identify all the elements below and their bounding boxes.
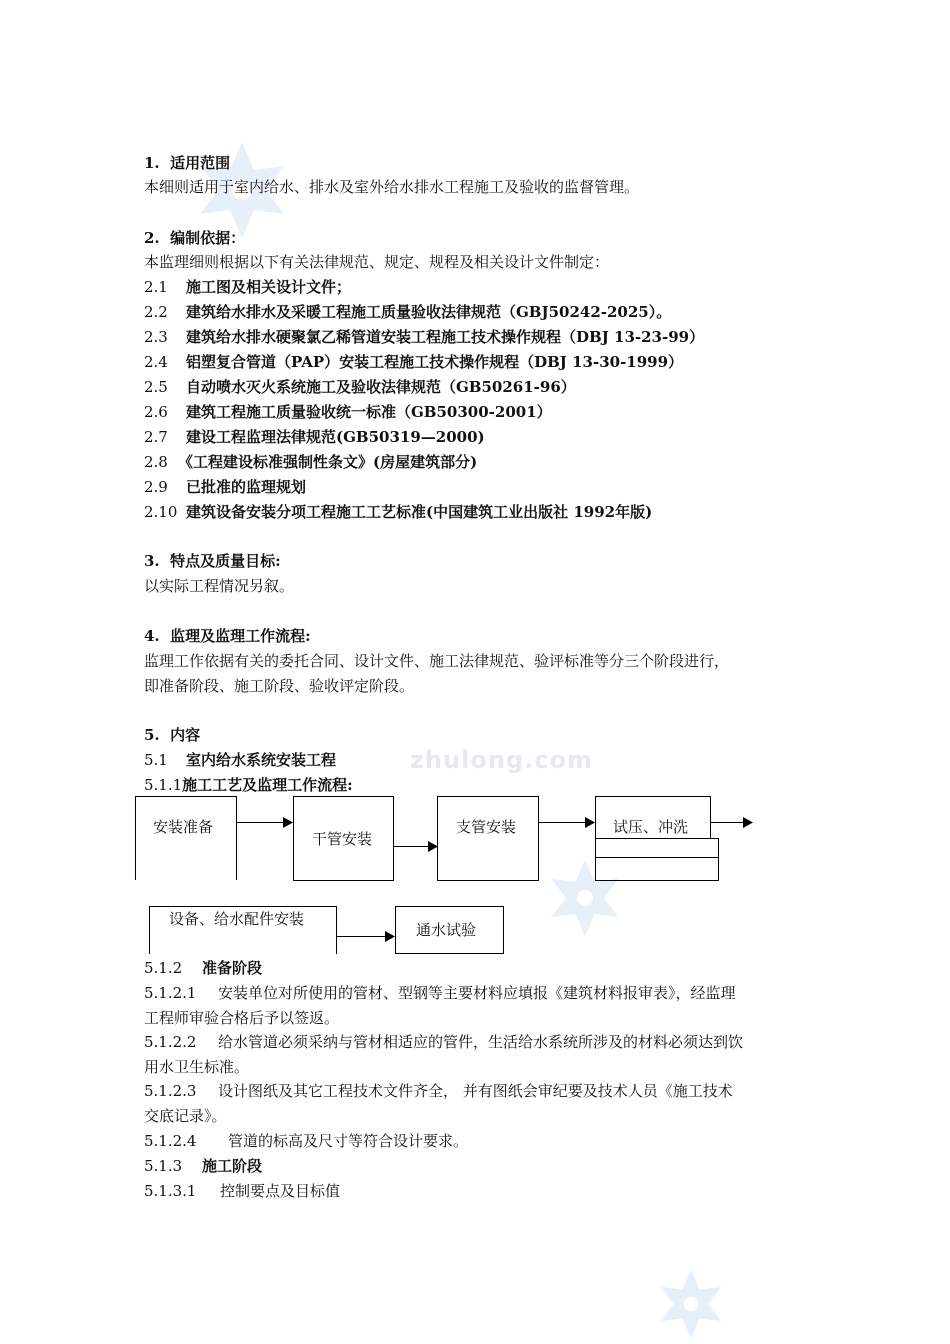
clause-number: 5.1.2.2 <box>144 1033 197 1051</box>
flow-step-fixtures: 设备、给水配件安装 <box>169 910 305 928</box>
flow-box-border <box>236 796 237 880</box>
reference-number: 2.7 <box>144 428 168 446</box>
arrowhead-icon <box>585 817 595 828</box>
clause-number: 5.1.3.1 <box>144 1182 197 1200</box>
section-3-text: 以实际工程情况另叙。 <box>144 577 295 595</box>
flow-box-border <box>437 796 539 881</box>
reference-number: 2.8 <box>144 453 168 471</box>
reference-text: 自动喷水灭火系统施工及验收法律规范（GB50261-96） <box>186 378 576 396</box>
clause-number: 5.1.2.3 <box>144 1082 197 1100</box>
reference-number: 2.2 <box>144 303 168 321</box>
reference-text: 建设工程监理法律规范(GB50319—2000) <box>186 428 485 446</box>
section-title: 室内给水系统安装工程 <box>186 751 337 769</box>
reference-text: 建筑给水排水硬聚氯乙稀管道安装工程施工技术操作规程（DBJ 13-23-99） <box>186 328 705 346</box>
reference-text: 铝塑复合管道（PAP）安装工程施工技术操作规程（DBJ 13-30-1999） <box>186 353 684 371</box>
reference-number: 2.4 <box>144 353 168 371</box>
flow-step-main-pipe: 干管安装 <box>312 830 373 848</box>
flow-step-pressure-test: 试压、冲洗 <box>613 818 689 836</box>
flow-box-border <box>149 906 337 907</box>
reference-text: 建筑工程施工质量验收统一标准（GB50300-2001） <box>186 403 552 421</box>
subsection-5-1-3-heading <box>144 1156 262 1176</box>
section-1-heading <box>144 153 230 173</box>
section-title: 施工阶段 <box>202 1157 263 1175</box>
section-title: 准备阶段 <box>202 959 263 977</box>
reference-item <box>144 377 576 397</box>
section-4-text: 监理工作依据有关的委托合同、设计文件、施工法律规范、验评标准等分三个阶段进行， <box>144 652 730 670</box>
section-title: 适用范围 <box>170 154 231 172</box>
reference-text: 已批准的监理规划 <box>186 478 307 496</box>
flow-box-border <box>135 796 136 880</box>
snowflake-watermark-icon <box>655 1268 727 1340</box>
reference-item <box>144 402 552 422</box>
reference-text: 施工图及相关设计文件； <box>186 278 352 296</box>
flow-arrow <box>237 822 285 823</box>
arrowhead-icon <box>743 817 753 828</box>
reference-number: 2.10 <box>144 503 178 521</box>
watermark-text: zhulong.com <box>410 746 593 774</box>
clause-5-1-2-3 <box>144 1081 733 1101</box>
clause-number: 5.1.2.4 <box>144 1132 197 1150</box>
section-2-intro: 本监理细则根据以下有关法律规范、规定、规程及相关设计文件制定： <box>144 253 610 271</box>
reference-item <box>144 427 485 447</box>
section-title: 施工工艺及监理工作流程: <box>182 776 353 794</box>
section-number: 5.1.1 <box>144 776 183 794</box>
reference-item <box>144 352 683 372</box>
section-title: 编制依据： <box>170 229 246 247</box>
clause-text: 安装单位对所使用的管材、型钢等主要材料应填报《建筑材料报审表》，经监理 <box>218 984 736 1002</box>
flow-arrow <box>394 846 430 847</box>
reference-number: 2.3 <box>144 328 168 346</box>
section-number: 2. <box>144 229 160 247</box>
clause-5-1-2-1 <box>144 983 736 1003</box>
reference-item <box>144 452 477 472</box>
clause-5-1-3-1 <box>144 1181 340 1201</box>
section-1-text: 本细则适用于室内给水、排水及室外给水排水工程施工及验收的监督管理。 <box>144 178 640 196</box>
subsection-5-1-heading <box>144 750 336 770</box>
reference-number: 2.5 <box>144 378 168 396</box>
reference-item <box>144 302 671 322</box>
clause-number: 5.1.2.1 <box>144 984 197 1002</box>
flow-box-border <box>135 796 237 797</box>
clause-text: 工程师审验合格后予以签返。 <box>144 1009 340 1027</box>
flow-arrow <box>539 822 587 823</box>
reference-text: 建筑给水排水及采暖工程施工质量验收法律规范（GBJ50242-2025）。 <box>186 303 672 321</box>
arrowhead-icon <box>283 817 293 828</box>
clause-text: 设计图纸及其它工程技术文件齐全， 并有图纸会审纪要及技术人员《施工技术 <box>218 1082 733 1100</box>
clause-text: 交底记录》。 <box>144 1107 227 1125</box>
flow-arrow <box>337 936 387 937</box>
arrowhead-icon <box>385 931 395 942</box>
flow-step-prepare: 安装准备 <box>153 818 214 836</box>
section-title: 监理及监理工作流程: <box>170 627 311 645</box>
flow-step-branch-pipe: 支管安装 <box>456 818 517 836</box>
reference-item <box>144 277 351 297</box>
reference-text: 《工程建设标准强制性条文》(房屋建筑部分) <box>178 453 478 471</box>
section-4-text: 即准备阶段、施工阶段、验收评定阶段。 <box>144 677 415 695</box>
subsection-5-1-2-heading <box>144 958 262 978</box>
reference-text: 建筑设备安装分项工程施工工艺标准(中国建筑工业出版社 1992年版) <box>186 503 653 521</box>
section-number: 5.1.3 <box>144 1157 183 1175</box>
clause-5-1-2-2 <box>144 1032 743 1052</box>
section-number: 1. <box>144 154 160 172</box>
flow-box-border <box>595 857 719 881</box>
section-4-heading <box>144 626 311 646</box>
section-title: 特点及质量目标: <box>170 552 281 570</box>
clause-text: 给水管道必须采纳与管材相适应的管件，生活给水系统所涉及的材料必须达到饮 <box>218 1033 744 1051</box>
flow-box-border <box>595 838 719 858</box>
clause-text: 管道的标高及尺寸等符合设计要求。 <box>228 1132 469 1150</box>
reference-number: 2.6 <box>144 403 168 421</box>
flow-box-border <box>149 906 150 954</box>
section-number: 5. <box>144 726 160 744</box>
flow-box-border <box>336 906 337 954</box>
section-2-heading <box>144 228 245 248</box>
reference-item <box>144 327 704 347</box>
clause-text: 用水卫生标准。 <box>144 1058 250 1076</box>
section-number: 5.1 <box>144 751 168 769</box>
clause-text: 控制要点及目标值 <box>220 1182 341 1200</box>
section-title: 内容 <box>170 726 201 744</box>
clause-5-1-2-4 <box>144 1131 468 1151</box>
reference-item <box>144 477 306 497</box>
section-number: 4. <box>144 627 160 645</box>
reference-number: 2.1 <box>144 278 168 296</box>
section-3-heading <box>144 551 281 571</box>
flow-step-water-test: 通水试验 <box>416 921 477 939</box>
reference-number: 2.9 <box>144 478 168 496</box>
flow-arrow <box>711 822 745 823</box>
section-number: 3. <box>144 552 160 570</box>
section-5-heading <box>144 725 200 745</box>
section-number: 5.1.2 <box>144 959 183 977</box>
reference-item <box>144 502 652 522</box>
subsection-5-1-1-heading <box>144 775 353 795</box>
